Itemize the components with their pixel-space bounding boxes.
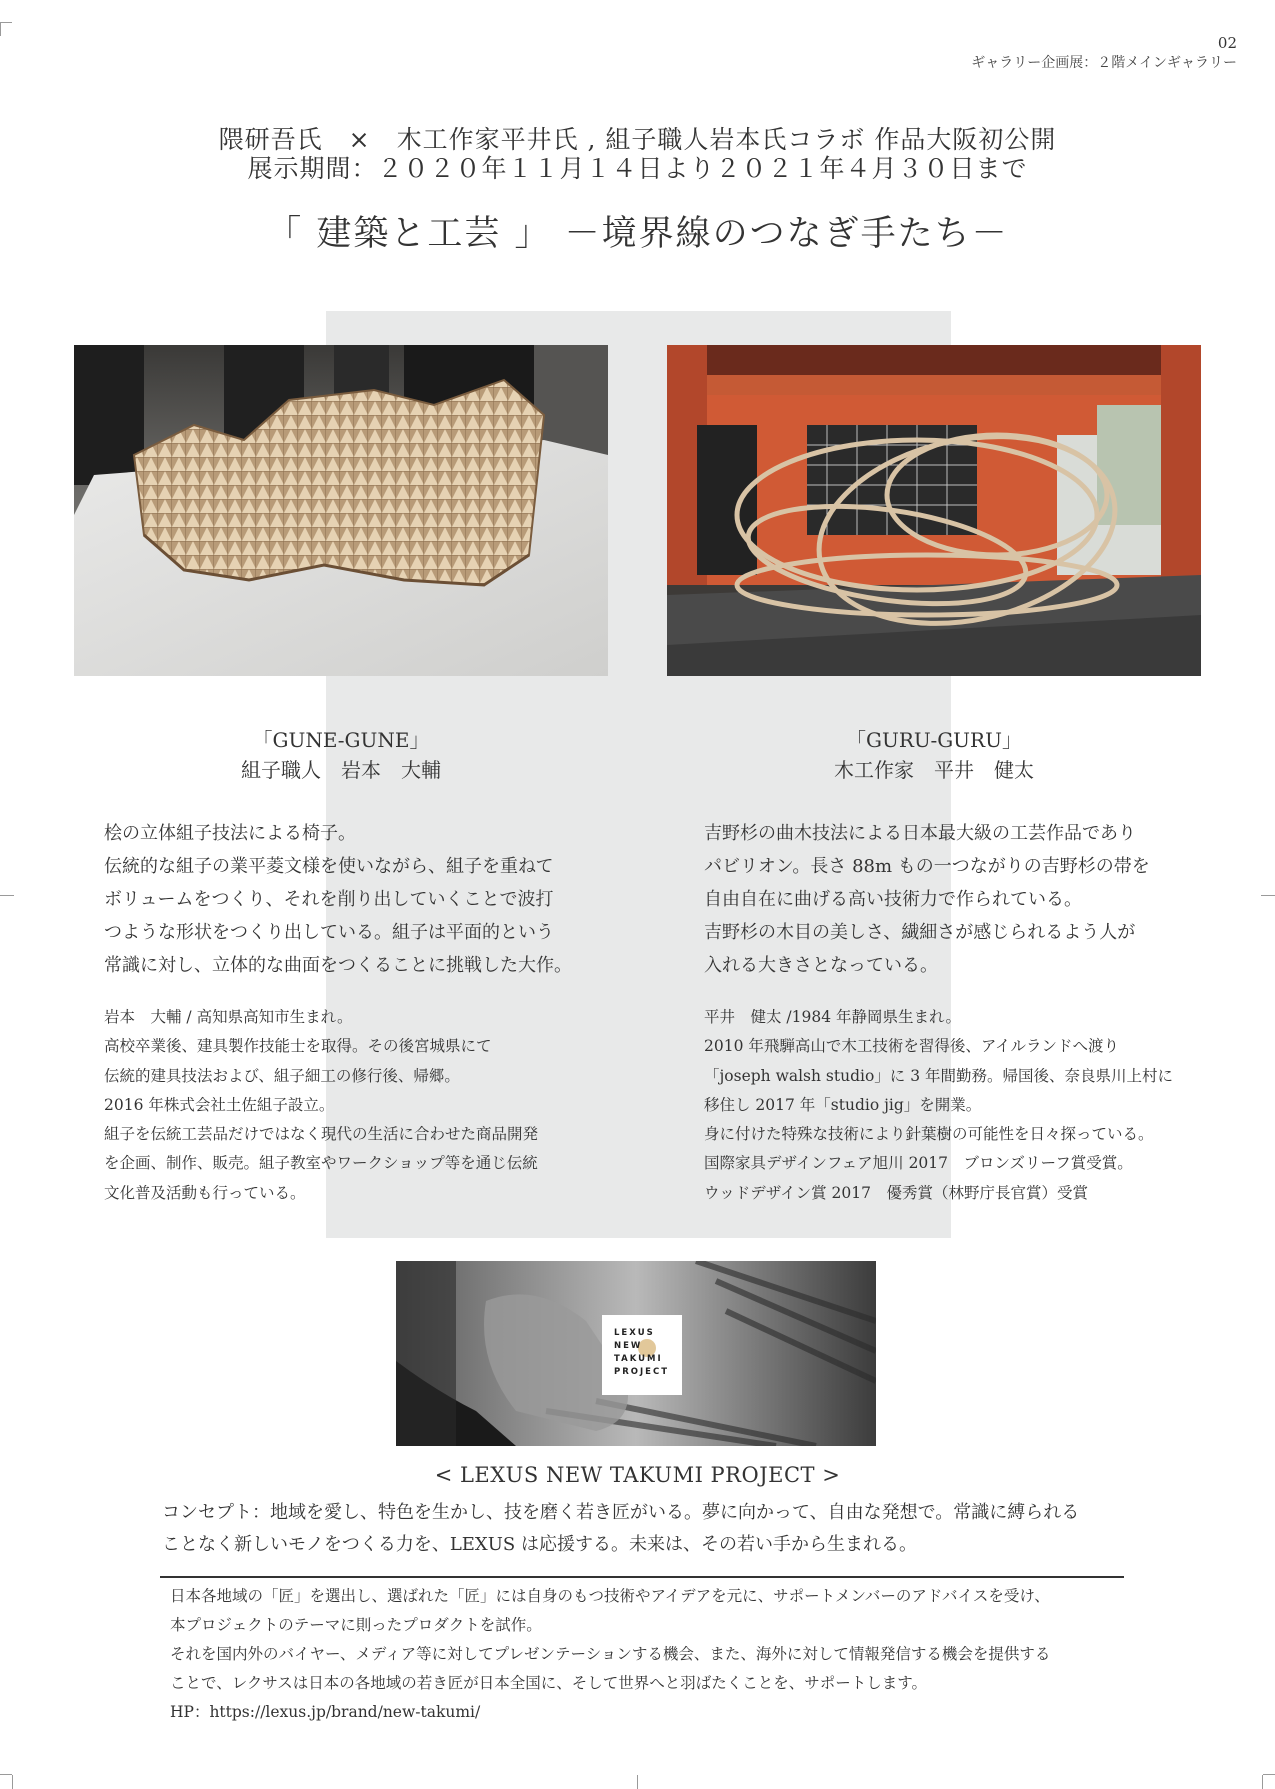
description-line: つような形状をつくり出している。組子は平面的という xyxy=(104,922,554,943)
bio-line: 高校卒業後、建具製作技能士を取得。その後宮城県にて xyxy=(104,1037,492,1056)
crop-mark xyxy=(1263,1774,1275,1775)
bio-line: 国際家具デザインフェア旭川 2017 ブロンズリーフ賞受賞。 xyxy=(704,1154,1133,1173)
concept-line: コンセプト：地域を愛し、特色を生かし、技を磨く若き匠がいる。夢に向かって、自由な発想で。常識に縛られる xyxy=(162,1502,1080,1523)
description-line: 吉野杉の木目の美しさ、繊細さが感じられるよう人が xyxy=(704,922,1136,943)
bio-line: 文化普及活動も行っている。 xyxy=(104,1183,306,1202)
page-number: 02 xyxy=(1217,34,1237,52)
guru-guru-photo xyxy=(667,345,1201,676)
headline-period: 展示期間：２０２０年１１月１４日より２０２１年４月３０日まで xyxy=(247,154,1028,183)
artist-bio-iwamoto xyxy=(104,1003,538,1208)
section-label: ギャラリー企画展：２階メインギャラリー xyxy=(971,55,1237,71)
homepage-link[interactable]: HP：https://lexus.jp/brand/new-takumi/ xyxy=(170,1703,481,1721)
gune-gune-photo xyxy=(74,345,608,676)
logo-text: TAKUMI xyxy=(614,1354,663,1364)
logo-text: NEW xyxy=(614,1341,643,1351)
description-line: パビリオン。長さ 88m もの一つながりの吉野杉の帯を xyxy=(704,856,1150,877)
description-line: ボリュームをつくり、それを削り出していくことで波打 xyxy=(104,889,554,910)
bio-line: 2010 年飛騨高山で木工技術を習得後、アイルランドへ渡り xyxy=(704,1037,1119,1056)
bio-line: 身に付けた特殊な技術により針葉樹の可能性を日々探っている。 xyxy=(704,1125,1154,1144)
exhibition-title: 「 建築と工芸 」 －境界線のつなぎ手たち－ xyxy=(266,214,1009,254)
work-title-guru-guru: 「GURU-GURU」 xyxy=(846,728,1022,752)
crop-mark xyxy=(0,22,12,23)
about-line: それを国内外のバイヤー、メディア等に対してプレゼンテーションする機会、また、海外に対して情報発信する機会を提供する xyxy=(170,1645,1051,1663)
lexus-about xyxy=(170,1582,1050,1727)
description-line: 常識に対し、立体的な曲面をつくることに挑戦した大作。 xyxy=(104,955,572,976)
crop-mark xyxy=(12,1775,13,1789)
description-line: 伝統的な組子の業平菱文様を使いながら、組子を重ねて xyxy=(104,856,554,877)
crop-mark xyxy=(0,1774,12,1775)
crop-mark xyxy=(1262,1775,1263,1789)
work-title-gune-gune: 「GUNE-GUNE」 xyxy=(252,728,430,752)
about-line: ことで、レクサスは日本の各地域の若き匠が日本全国に、そして世界へと羽ばたくことを、サポートします。 xyxy=(170,1674,928,1692)
lexus-project-title: < LEXUS NEW TAKUMI PROJECT > xyxy=(434,1463,841,1487)
artist-bio-hirai xyxy=(704,1003,1173,1208)
description-line: 入れる大きさとなっている。 xyxy=(704,955,938,976)
concept-line: ことなく新しいモノをつくる力を、LEXUS は応援する。未来は、その若い手から生まれる。 xyxy=(162,1534,917,1555)
about-line: 本プロジェクトのテーマに則ったプロダクトを試作。 xyxy=(170,1616,542,1634)
work-description-gune-gune xyxy=(104,817,572,982)
logo-text: PROJECT xyxy=(614,1367,670,1377)
crop-mark xyxy=(637,1775,638,1789)
bio-line: 伝統的建具技法および、組子細工の修行後、帰郷。 xyxy=(104,1066,460,1085)
lexus-takumi-logo xyxy=(602,1315,682,1395)
crop-mark xyxy=(0,895,14,896)
description-line: 吉野杉の曲木技法による日本最大級の工芸作品であり xyxy=(704,823,1136,844)
bio-line: 「joseph walsh studio」に 3 年間勤務。帰国後、奈良県川上村に xyxy=(704,1066,1174,1085)
crop-mark xyxy=(0,22,1,36)
bio-line: 2016 年株式会社土佐組子設立。 xyxy=(104,1095,335,1114)
crop-mark xyxy=(1261,895,1275,896)
work-author-hirai: 木工作家 平井 健太 xyxy=(834,758,1034,782)
lexus-project-photo xyxy=(396,1261,876,1446)
description-line: 桧の立体組子技法による椅子。 xyxy=(104,823,356,844)
bio-line: 岩本 大輔 / 高知県高知市生まれ。 xyxy=(104,1008,353,1026)
about-line: 日本各地域の「匠」を選出し、選ばれた「匠」には自身のもつ技術やアイデアを元に、サポートメンバーのアドバイスを受け、 xyxy=(170,1587,1050,1605)
bio-line: 組子を伝統工芸品だけではなく現代の生活に合わせた商品開発 xyxy=(104,1125,539,1144)
description-line: 自由自在に曲げる高い技術力で作られている。 xyxy=(704,889,1082,910)
work-description-guru-guru xyxy=(704,817,1150,982)
bio-line: ウッドデザイン賞 2017 優秀賞（林野庁長官賞）受賞 xyxy=(704,1183,1088,1202)
headline-collaboration: 隈研吾氏 × 木工作家平井氏 , 組子職人岩本氏コラボ 作品大阪初公開 xyxy=(218,125,1057,154)
bio-line: 平井 健太 /1984 年静岡県生まれ。 xyxy=(704,1008,961,1026)
bio-line: を企画、制作、販売。組子教室やワークショップ等を通じ伝統 xyxy=(104,1154,538,1173)
logo-text: LEXUS xyxy=(614,1328,655,1338)
bio-line: 移住し 2017 年「studio jig」を開業。 xyxy=(704,1095,982,1114)
divider xyxy=(160,1576,1124,1578)
work-author-iwamoto: 組子職人 岩本 大輔 xyxy=(241,758,441,782)
lexus-concept xyxy=(162,1497,1079,1561)
